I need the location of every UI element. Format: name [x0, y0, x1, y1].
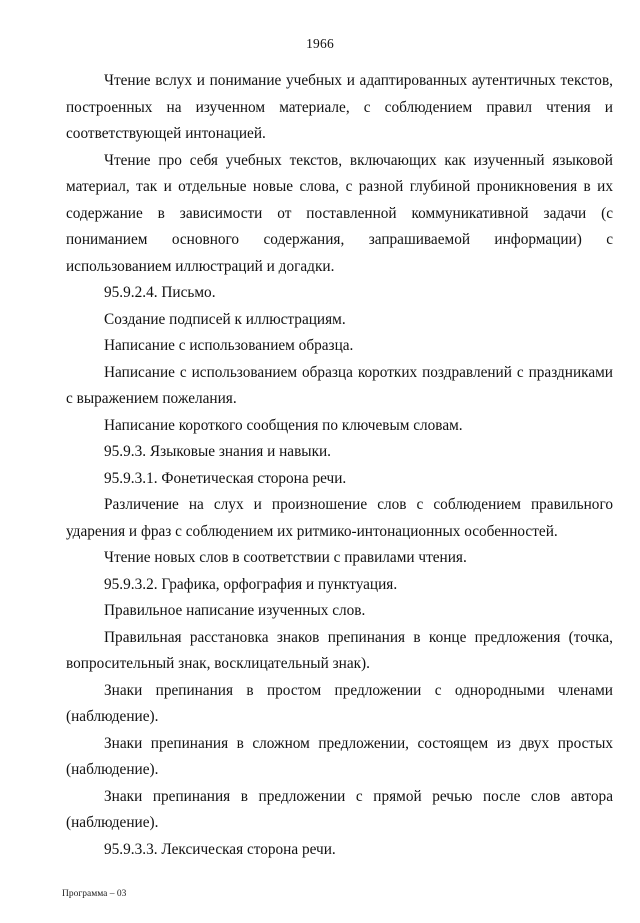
section-heading-phonetics: 95.9.3.1. Фонетическая сторона речи.: [104, 469, 347, 487]
paragraph-reading-aloud: Чтение вслух и понимание учебных и адаптированных аутентичных текстов, построенных на изученном материале, с соблюдением правил чтения и соответствующей интонацией.: [66, 72, 613, 142]
document-body: [66, 68, 613, 863]
paragraph-short-message: Написание короткого сообщения по ключевым словам.: [104, 416, 463, 434]
section-heading-lexical: 95.9.3.3. Лексическая сторона речи.: [104, 840, 336, 858]
section-heading-graphics: 95.9.3.2. Графика, орфография и пунктуация.: [104, 575, 398, 593]
paragraph-direct-speech: Знаки препинания в предложении с прямой речью после слов автора (наблюдение).: [66, 787, 613, 831]
paragraph-greetings: Написание с использованием образца коротких поздравлений с праздниками с выражением пожелания.: [66, 363, 613, 407]
paragraph-simple-sentence: Знаки препинания в простом предложении с однородными членами (наблюдение).: [66, 681, 613, 725]
paragraph-spelling: Правильное написание изученных слов.: [104, 602, 366, 619]
paragraph-pronunciation: Различение на слух и произношение слов с соблюдением правильного ударения и фраз с соблюдением их ритмико-интонационных особенностей.: [66, 496, 613, 540]
paragraph-complex-sentence: Знаки препинания в сложном предложении, состоящем из двух простых (наблюдение).: [66, 734, 613, 778]
paragraph-captions: Создание подписей к иллюстрациям.: [104, 310, 346, 328]
paragraph-silent-reading: Чтение про себя учебных текстов, включающих как изученный языковой материал, так и отдельные новые слова, с разной глубиной проникновения в их содержание в зависимости от поставленной коммуникативной задачи (с пониманием основного содержания, запрашиваемой информации) с использованием иллюстраций и догадки.: [66, 151, 613, 275]
paragraph-reading-new-words: Чтение новых слов в соответствии с правилами чтения.: [104, 549, 467, 566]
page-number: 1966: [306, 36, 334, 51]
section-heading-language-skills: 95.9.3. Языковые знания и навыки.: [104, 443, 332, 460]
page-footer: Программа – 03: [62, 889, 127, 899]
section-heading-writing: 95.9.2.4. Письмо.: [104, 284, 216, 301]
paragraph-end-punctuation: Правильная расстановка знаков препинания в конце предложения (точка, вопросительный знак, восклицательный знак).: [66, 628, 613, 672]
paragraph-writing-sample: Написание с использованием образца.: [104, 337, 354, 354]
